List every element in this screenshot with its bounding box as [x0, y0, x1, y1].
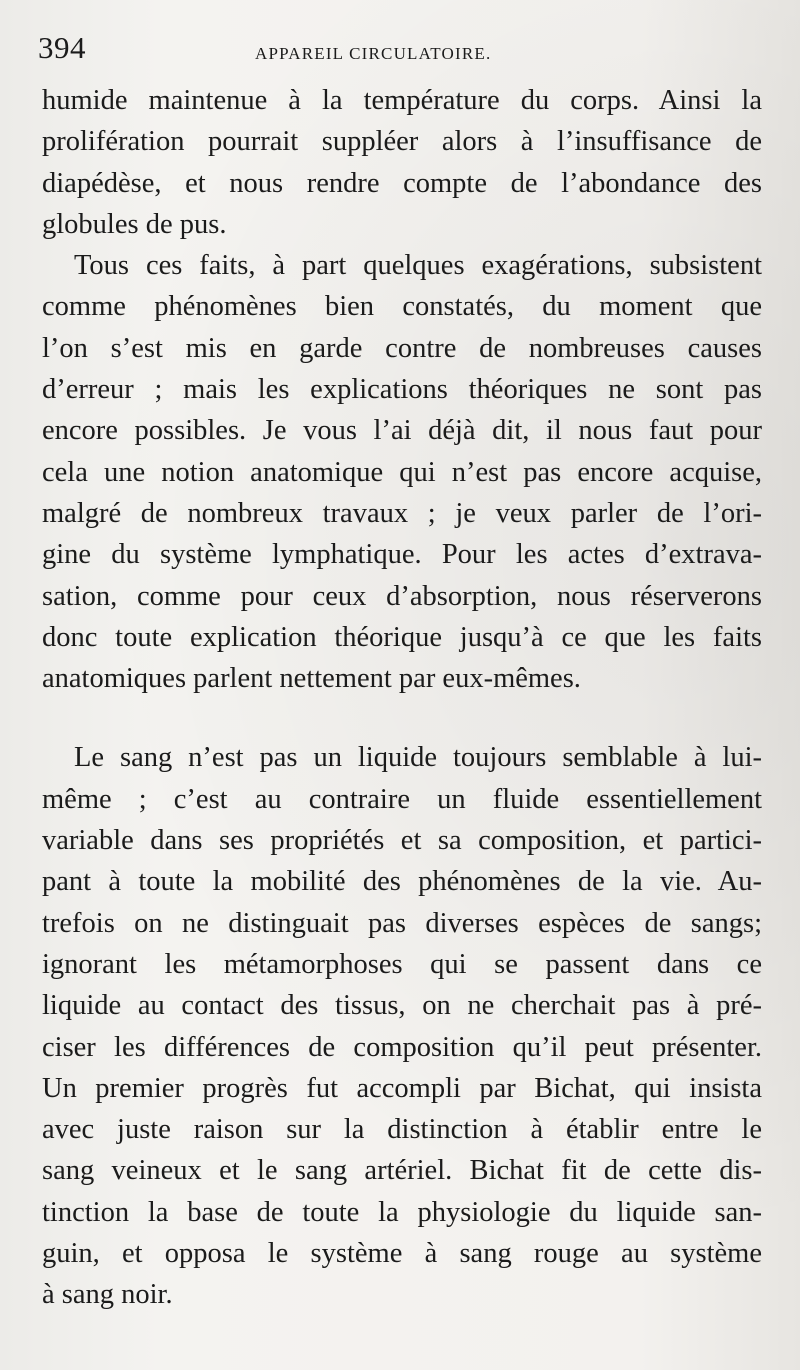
paragraph-3 — [42, 737, 762, 1315]
page-number: 394 — [38, 30, 86, 65]
text-line: cela une notion anatomique qui n’est pas encore acquise, — [42, 456, 762, 488]
text-line: humide maintenue à la température du corps. Ainsi la — [42, 85, 762, 116]
text-line: trefois on ne distinguait pas diverses espèces de sangs; — [42, 907, 762, 939]
text-line: Tous ces faits, à part quelques exagérations, subsistent — [74, 250, 762, 282]
text-line: liquide au contact des tissus, on ne cherchait pas à pré- — [42, 990, 762, 1022]
text-line: gine du système lymphatique. Pour les actes d’extrava- — [42, 539, 762, 571]
text-line: pant à toute la mobilité des phénomènes de la vie. Au- — [42, 866, 762, 898]
paragraph-2 — [42, 245, 762, 699]
text-line: prolifération pourrait suppléer alors à l’insuffisance de — [42, 126, 762, 158]
text-line: Le sang n’est pas un liquide toujours semblable à lui- — [74, 742, 762, 774]
text-line: sation, comme pour ceux d’absorption, nous réserverons — [42, 580, 762, 612]
paragraph-1 — [42, 80, 762, 245]
text-line: donc toute explication théorique jusqu’à ce que les faits — [42, 621, 762, 653]
text-line: diapédèse, et nous rendre compte de l’abondance des — [42, 167, 762, 199]
text-line: à sang noir. — [42, 1279, 173, 1311]
text-line: l’on s’est mis en garde contre de nombreuses causes — [42, 332, 762, 364]
text-line: anatomiques parlent nettement par eux-mêmes. — [42, 663, 581, 695]
text-line: malgré de nombreux travaux ; je veux parler de l’ori- — [42, 497, 762, 529]
text-line: comme phénomènes bien constatés, du moment que — [42, 291, 762, 323]
text-line: sang veineux et le sang artériel. Bichat fit de cette dis- — [42, 1155, 762, 1187]
text-line: encore possibles. Je vous l’ai déjà dit, il nous faut pour — [42, 415, 762, 447]
text-line: globules de pus. — [42, 208, 227, 240]
text-line: ciser les différences de composition qu’il peut présenter. — [42, 1031, 762, 1063]
text-line: avec juste raison sur la distinction à établir entre le — [42, 1114, 762, 1146]
text-line: Un premier progrès fut accompli par Bichat, qui insista — [42, 1072, 762, 1104]
text-line: d’erreur ; mais les explications théoriques ne sont pas — [42, 374, 762, 406]
page-header — [38, 30, 758, 70]
running-title: APPAREIL CIRCULATOIRE. — [255, 44, 492, 63]
text-line: tinction la base de toute la physiologie du liquide san- — [42, 1196, 762, 1228]
body-text — [42, 80, 762, 1316]
text-line: guin, et opposa le système à sang rouge au système — [42, 1238, 762, 1270]
paragraph-spacer — [42, 699, 762, 737]
text-line: même ; c’est au contraire un fluide essentiellement — [42, 783, 762, 815]
text-line: variable dans ses propriétés et sa composition, et partici- — [42, 825, 762, 857]
text-line: ignorant les métamorphoses qui se passent dans ce — [42, 948, 762, 980]
